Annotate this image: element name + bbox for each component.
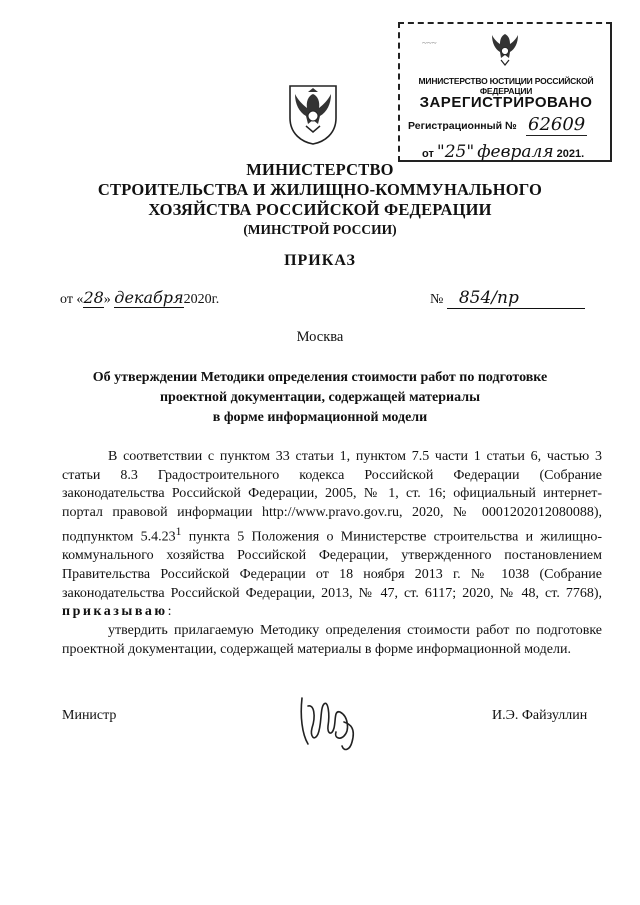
subject-line-3: в форме информационной модели <box>212 410 428 425</box>
registration-stamp <box>398 22 612 162</box>
para1-order-word: приказываю <box>62 604 168 620</box>
para1-text: В соответствии с пунктом 33 статьи 1, пунктом 7.5 части 1 статьи 6, частью 3 статьи 8.3 Градостроительного кодекса Российской Федерации (Собрание законодательства Российской Федерации, 2005, № 1, ст. 16; официальный интернет-портал правовой информации http://www.pravo.gov.ru, 2020, № 0001202012080088), подпунктом 5.4.23 <box>62 449 602 545</box>
city: Москва <box>296 329 344 345</box>
stamp-date-year: 2021. <box>556 148 585 160</box>
para1-text-2: пункта 5 Положения о Министерстве строительства и жилищно-коммунального хозяйства Российской Федерации, утвержденного постановлением Правительства Российской Федерации от 18 ноября 2013 г. № 1038 (Собрание законодательства Российской Федерации, 2013, № 47, ст. 6117; 2020, № 48, ст. 7768), <box>62 529 602 601</box>
body-paragraph-1 <box>62 448 602 622</box>
order-date-suffix: г. <box>211 292 220 307</box>
stamp-reg-number-label: Регистрационный № <box>408 120 517 132</box>
organization-name <box>90 160 550 220</box>
stamp-date-row <box>422 142 608 162</box>
stamp-coat-of-arms-icon <box>488 30 522 70</box>
order-date-month: декабря <box>114 288 184 307</box>
minister-name: И.Э. Файзуллин <box>492 708 588 723</box>
org-line-3: ХОЗЯЙСТВА РОССИЙСКОЙ ФЕДЕРАЦИИ <box>148 200 492 219</box>
stamp-scribble-icon: ~~~ <box>422 38 437 48</box>
order-number-value: 854/пр <box>447 288 585 309</box>
document-type: ПРИКАЗ <box>284 252 356 269</box>
minister-title: Министр <box>62 708 117 723</box>
stamp-reg-number-row <box>408 114 608 140</box>
order-date-mid: » <box>103 292 111 307</box>
stamp-registered: ЗАРЕГИСТРИРОВАНО <box>419 94 593 111</box>
stamp-ministry: МИНИСТЕРСТВО ЮСТИЦИИ РОССИЙСКОЙ ФЕДЕРАЦИИ <box>418 76 594 96</box>
order-subject <box>70 368 570 428</box>
subject-line-1: Об утверждении Методики определения стоимости работ по подготовке <box>92 370 548 385</box>
order-body <box>62 448 602 659</box>
para1-end: : <box>167 604 172 620</box>
subject-line-2: проектной документации, содержащей материалы <box>159 390 481 405</box>
handwritten-signature-icon <box>294 686 364 756</box>
coat-of-arms-icon <box>286 80 340 146</box>
stamp-date-day: "25" <box>436 142 475 162</box>
order-number <box>430 288 585 309</box>
org-line-1: МИНИСТЕРСТВО <box>246 160 394 179</box>
organization-short-name: (МИНСТРОЙ РОССИИ) <box>243 222 397 237</box>
org-line-2: СТРОИТЕЛЬСТВА И ЖИЛИЩНО-КОММУНАЛЬНОГО <box>97 180 543 199</box>
stamp-reg-number: 62609 <box>528 114 586 135</box>
stamp-date-month: февраля <box>477 142 554 162</box>
order-number-label: № <box>430 292 444 307</box>
order-date-day: 28 <box>83 288 104 307</box>
body-paragraph-2: утвердить прилагаемую Методику определения стоимости работ по подготовке проектной документации, содержащей материалы в форме информационной модели. <box>62 622 602 657</box>
order-date <box>60 288 219 308</box>
para1-superscript: 1 <box>175 524 182 538</box>
order-date-year: 2020 <box>183 292 212 307</box>
order-date-prefix: от « <box>60 292 84 307</box>
stamp-date-prefix: от <box>422 148 434 160</box>
